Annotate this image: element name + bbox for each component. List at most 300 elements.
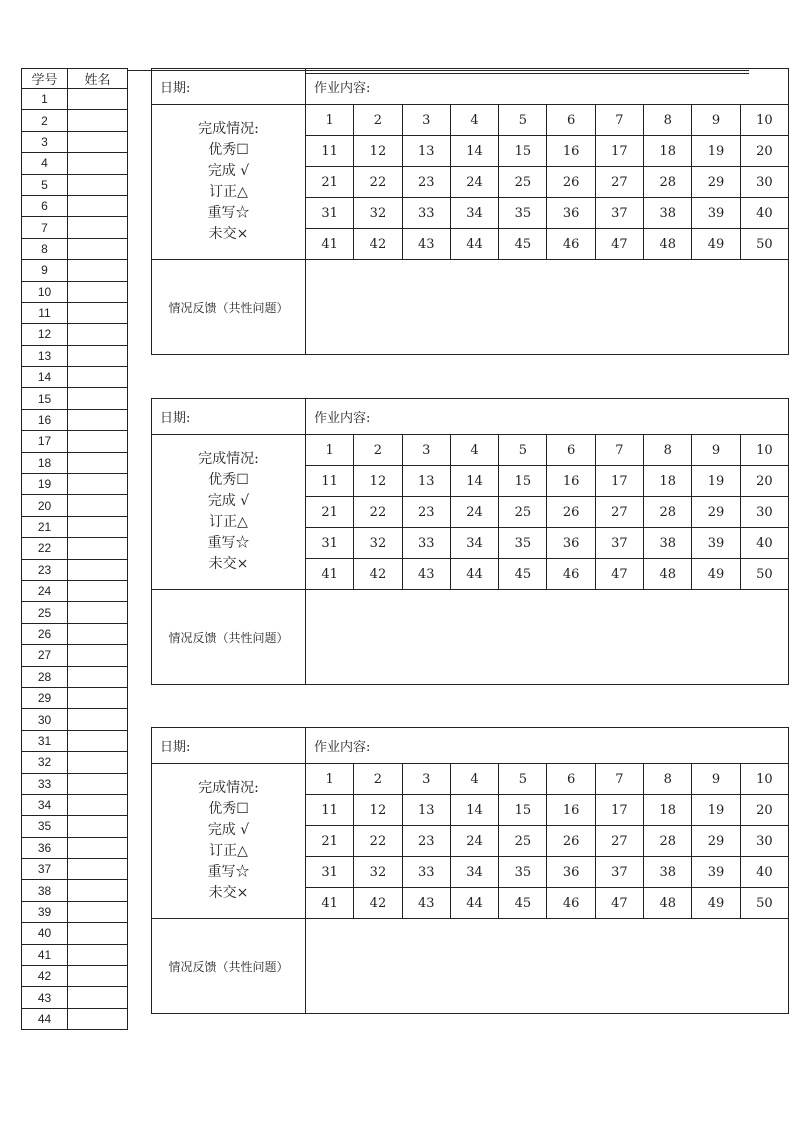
roster-row (22, 474, 128, 495)
student-number-cell[interactable]: 35 (499, 857, 547, 888)
completion-status-legend (152, 764, 306, 919)
student-id-cell: 43 (22, 987, 68, 1008)
student-number-cell[interactable]: 14 (450, 795, 498, 826)
status-legend-item: 重写☆ (207, 205, 250, 221)
student-id-cell: 6 (22, 195, 68, 216)
roster-row (22, 816, 128, 837)
student-number-cell[interactable]: 40 (740, 528, 788, 559)
student-number-cell[interactable]: 24 (450, 167, 498, 198)
student-number-cell[interactable]: 49 (692, 559, 740, 590)
student-number-cell[interactable]: 3 (402, 105, 450, 136)
student-number-cell[interactable]: 4 (450, 764, 498, 795)
student-name-cell[interactable] (68, 388, 128, 409)
student-id-cell: 44 (22, 1008, 68, 1029)
student-number-cell[interactable]: 41 (306, 229, 354, 260)
student-number-cell[interactable]: 48 (644, 888, 692, 919)
student-id-cell: 22 (22, 538, 68, 559)
roster-row (22, 110, 128, 131)
student-id-cell: 13 (22, 345, 68, 366)
status-legend-item: 完成 √ (207, 163, 250, 179)
roster-row (22, 281, 128, 302)
roster-row (22, 987, 128, 1008)
student-name-cell[interactable] (68, 174, 128, 195)
student-number-cell[interactable]: 8 (644, 764, 692, 795)
student-number-cell[interactable]: 16 (547, 136, 595, 167)
student-id-cell: 30 (22, 709, 68, 730)
student-number-cell[interactable]: 22 (354, 826, 402, 857)
student-number-cell[interactable]: 26 (547, 497, 595, 528)
feedback-row (152, 260, 789, 355)
student-name-cell[interactable] (68, 474, 128, 495)
student-number-cell[interactable]: 25 (499, 497, 547, 528)
student-number-cell[interactable]: 38 (644, 198, 692, 229)
student-number-cell[interactable]: 39 (692, 857, 740, 888)
student-number-cell[interactable]: 19 (692, 795, 740, 826)
student-id-cell: 1 (22, 89, 68, 110)
student-number-cell[interactable]: 40 (740, 198, 788, 229)
student-number-cell[interactable]: 43 (402, 888, 450, 919)
student-name-cell[interactable] (68, 153, 128, 174)
status-legend-item: 优秀☐ (208, 801, 249, 817)
student-number-cell[interactable]: 37 (595, 528, 643, 559)
student-number-cell[interactable]: 26 (547, 826, 595, 857)
student-number-cell[interactable]: 23 (402, 497, 450, 528)
student-number-cell[interactable]: 22 (354, 167, 402, 198)
student-name-cell[interactable] (68, 880, 128, 901)
student-number-cell[interactable]: 39 (692, 528, 740, 559)
student-id-cell: 34 (22, 794, 68, 815)
student-number-cell[interactable]: 32 (354, 857, 402, 888)
student-name-cell[interactable] (68, 794, 128, 815)
student-number-cell[interactable]: 42 (354, 888, 402, 919)
student-number-cell[interactable]: 37 (595, 198, 643, 229)
student-name-cell[interactable] (68, 516, 128, 537)
student-number-cell[interactable]: 46 (547, 229, 595, 260)
roster-row (22, 687, 128, 708)
student-number-cell[interactable]: 23 (402, 167, 450, 198)
student-number-cell[interactable]: 31 (306, 528, 354, 559)
student-number-cell[interactable]: 35 (499, 528, 547, 559)
student-number-cell[interactable]: 28 (644, 497, 692, 528)
student-number-cell[interactable]: 15 (499, 136, 547, 167)
student-number-cell[interactable]: 3 (402, 764, 450, 795)
student-name-cell[interactable] (68, 409, 128, 430)
student-number-cell[interactable]: 10 (740, 764, 788, 795)
roster-row (22, 217, 128, 238)
student-name-cell[interactable] (68, 623, 128, 644)
student-name-cell[interactable] (68, 559, 128, 580)
student-number-cell[interactable]: 30 (740, 497, 788, 528)
student-number-cell[interactable]: 21 (306, 826, 354, 857)
student-number-cell[interactable]: 17 (595, 466, 643, 497)
student-number-cell[interactable]: 35 (499, 198, 547, 229)
student-number-cell[interactable]: 9 (692, 105, 740, 136)
student-number-cell[interactable]: 47 (595, 229, 643, 260)
student-number-cell[interactable]: 5 (499, 435, 547, 466)
student-name-cell[interactable] (68, 238, 128, 259)
student-name-cell[interactable] (68, 1008, 128, 1029)
student-name-cell[interactable] (68, 580, 128, 601)
student-id-cell: 9 (22, 260, 68, 281)
student-id-cell: 27 (22, 645, 68, 666)
roster-row (22, 580, 128, 601)
student-number-cell[interactable]: 47 (595, 888, 643, 919)
student-number-cell[interactable]: 32 (354, 198, 402, 229)
student-number-cell[interactable]: 1 (306, 435, 354, 466)
student-number-cell[interactable]: 44 (450, 559, 498, 590)
student-id-cell: 12 (22, 324, 68, 345)
student-number-cell[interactable]: 2 (354, 764, 402, 795)
student-number-cell[interactable]: 6 (547, 764, 595, 795)
student-number-cell[interactable]: 18 (644, 466, 692, 497)
student-roster-table (21, 68, 128, 1030)
student-number-cell[interactable]: 28 (644, 826, 692, 857)
student-number-cell[interactable]: 46 (547, 888, 595, 919)
student-number-cell[interactable]: 5 (499, 764, 547, 795)
student-number-cell[interactable]: 10 (740, 105, 788, 136)
student-number-cell[interactable]: 24 (450, 826, 498, 857)
status-legend-item: 订正△ (209, 184, 248, 200)
student-number-cell[interactable]: 21 (306, 167, 354, 198)
student-name-cell[interactable] (68, 495, 128, 516)
student-number-cell[interactable]: 22 (354, 497, 402, 528)
student-name-cell[interactable] (68, 602, 128, 623)
student-number-cell[interactable]: 36 (547, 198, 595, 229)
student-number-cell[interactable]: 9 (692, 764, 740, 795)
block-header-row (152, 728, 789, 764)
student-id-cell: 38 (22, 880, 68, 901)
student-id-cell: 16 (22, 409, 68, 430)
student-number-cell[interactable]: 27 (595, 497, 643, 528)
student-number-cell[interactable]: 39 (692, 198, 740, 229)
roster-row (22, 516, 128, 537)
student-name-cell[interactable] (68, 195, 128, 216)
student-number-cell[interactable]: 16 (547, 795, 595, 826)
status-legend-item: 订正△ (209, 843, 248, 859)
student-number-cell[interactable]: 27 (595, 167, 643, 198)
student-number-cell[interactable]: 8 (644, 105, 692, 136)
student-name-cell[interactable] (68, 859, 128, 880)
student-number-cell[interactable]: 30 (740, 167, 788, 198)
student-name-cell[interactable] (68, 645, 128, 666)
roster-row (22, 260, 128, 281)
status-legend-item: 优秀☐ (208, 142, 249, 158)
student-name-cell[interactable] (68, 752, 128, 773)
student-name-cell[interactable] (68, 324, 128, 345)
student-id-cell: 7 (22, 217, 68, 238)
roster-row (22, 238, 128, 259)
student-id-cell: 24 (22, 580, 68, 601)
student-number-cell[interactable]: 34 (450, 528, 498, 559)
student-id-cell: 26 (22, 623, 68, 644)
roster-row (22, 431, 128, 452)
student-name-cell[interactable] (68, 367, 128, 388)
student-number-cell[interactable]: 8 (644, 435, 692, 466)
student-number-cell[interactable]: 46 (547, 559, 595, 590)
roster-row (22, 324, 128, 345)
student-number-cell[interactable]: 12 (354, 795, 402, 826)
student-number-cell[interactable]: 49 (692, 888, 740, 919)
roster-row (22, 452, 128, 473)
student-number-cell[interactable]: 34 (450, 198, 498, 229)
student-number-cell[interactable]: 26 (547, 167, 595, 198)
student-name-cell[interactable] (68, 730, 128, 751)
student-number-cell[interactable]: 11 (306, 136, 354, 167)
student-number-cell[interactable]: 29 (692, 167, 740, 198)
roster-row (22, 666, 128, 687)
student-id-cell: 2 (22, 110, 68, 131)
homework-block-2 (151, 398, 789, 685)
student-name-cell[interactable] (68, 687, 128, 708)
student-number-cell[interactable]: 28 (644, 167, 692, 198)
student-name-cell[interactable] (68, 89, 128, 110)
date-label[interactable]: 日期: (152, 728, 306, 764)
student-number-cell[interactable]: 2 (354, 105, 402, 136)
student-number-cell[interactable]: 4 (450, 105, 498, 136)
student-number-cell[interactable]: 10 (740, 435, 788, 466)
number-grid-row (152, 764, 789, 795)
student-name-cell[interactable] (68, 345, 128, 366)
student-number-cell[interactable]: 42 (354, 559, 402, 590)
status-legend-item: 未交× (208, 226, 249, 242)
student-number-cell[interactable]: 33 (402, 198, 450, 229)
student-id-cell: 31 (22, 730, 68, 751)
roster-row (22, 409, 128, 430)
roster-row (22, 345, 128, 366)
student-name-cell[interactable] (68, 837, 128, 858)
student-number-cell[interactable]: 16 (547, 466, 595, 497)
student-number-cell[interactable]: 2 (354, 435, 402, 466)
student-number-cell[interactable]: 17 (595, 795, 643, 826)
student-id-cell: 40 (22, 923, 68, 944)
status-legend-item: 完成 √ (207, 822, 250, 838)
student-number-cell[interactable]: 27 (595, 826, 643, 857)
student-number-cell[interactable]: 24 (450, 497, 498, 528)
student-number-cell[interactable]: 13 (402, 466, 450, 497)
student-name-cell[interactable] (68, 281, 128, 302)
student-number-cell[interactable]: 38 (644, 528, 692, 559)
student-id-cell: 28 (22, 666, 68, 687)
student-name-cell[interactable] (68, 431, 128, 452)
student-id-cell: 42 (22, 966, 68, 987)
student-id-cell: 32 (22, 752, 68, 773)
homework-content-label[interactable]: 作业内容: (306, 69, 789, 105)
number-grid-row (152, 105, 789, 136)
student-id-cell: 15 (22, 388, 68, 409)
roster-row (22, 538, 128, 559)
student-number-cell[interactable]: 38 (644, 857, 692, 888)
student-name-cell[interactable] (68, 816, 128, 837)
student-number-cell[interactable]: 25 (499, 167, 547, 198)
student-number-cell[interactable]: 45 (499, 888, 547, 919)
student-id-cell: 35 (22, 816, 68, 837)
student-number-cell[interactable]: 30 (740, 826, 788, 857)
student-number-cell[interactable]: 20 (740, 466, 788, 497)
student-number-cell[interactable]: 1 (306, 105, 354, 136)
student-number-cell[interactable]: 11 (306, 466, 354, 497)
student-number-cell[interactable]: 36 (547, 857, 595, 888)
student-id-cell: 23 (22, 559, 68, 580)
student-name-cell[interactable] (68, 987, 128, 1008)
student-number-cell[interactable]: 41 (306, 888, 354, 919)
student-number-cell[interactable]: 40 (740, 857, 788, 888)
student-number-cell[interactable]: 42 (354, 229, 402, 260)
student-id-cell: 37 (22, 859, 68, 880)
student-number-cell[interactable]: 1 (306, 764, 354, 795)
student-name-cell[interactable] (68, 944, 128, 965)
homework-content-label[interactable]: 作业内容: (306, 399, 789, 435)
student-number-cell[interactable]: 37 (595, 857, 643, 888)
student-number-cell[interactable]: 20 (740, 136, 788, 167)
roster-row (22, 923, 128, 944)
student-number-cell[interactable]: 11 (306, 795, 354, 826)
date-label[interactable]: 日期: (152, 399, 306, 435)
student-number-cell[interactable]: 12 (354, 466, 402, 497)
student-id-cell: 21 (22, 516, 68, 537)
student-number-cell[interactable]: 5 (499, 105, 547, 136)
student-number-cell[interactable]: 41 (306, 559, 354, 590)
roster-row (22, 1008, 128, 1029)
student-number-cell[interactable]: 48 (644, 229, 692, 260)
student-number-cell[interactable]: 47 (595, 559, 643, 590)
feedback-area[interactable] (306, 919, 789, 1014)
student-id-cell: 41 (22, 944, 68, 965)
roster-row (22, 837, 128, 858)
student-number-cell[interactable]: 32 (354, 528, 402, 559)
feedback-row (152, 590, 789, 685)
student-id-cell: 18 (22, 452, 68, 473)
student-name-cell[interactable] (68, 110, 128, 131)
student-number-cell[interactable]: 12 (354, 136, 402, 167)
student-number-cell[interactable]: 13 (402, 136, 450, 167)
student-name-cell[interactable] (68, 773, 128, 794)
student-number-cell[interactable]: 50 (740, 559, 788, 590)
student-name-cell[interactable] (68, 260, 128, 281)
roster-row (22, 709, 128, 730)
student-number-cell[interactable]: 15 (499, 466, 547, 497)
student-number-cell[interactable]: 17 (595, 136, 643, 167)
roster-row (22, 602, 128, 623)
roster-row (22, 794, 128, 815)
student-number-cell[interactable]: 6 (547, 105, 595, 136)
roster-row (22, 195, 128, 216)
student-number-cell[interactable]: 6 (547, 435, 595, 466)
student-number-cell[interactable]: 20 (740, 795, 788, 826)
student-id-header: 学号 (22, 69, 68, 89)
student-number-cell[interactable]: 21 (306, 497, 354, 528)
student-number-cell[interactable]: 13 (402, 795, 450, 826)
feedback-area[interactable] (306, 590, 789, 685)
student-number-cell[interactable]: 7 (595, 435, 643, 466)
student-id-cell: 17 (22, 431, 68, 452)
student-number-cell[interactable]: 7 (595, 105, 643, 136)
homework-content-label[interactable]: 作业内容: (306, 728, 789, 764)
student-name-cell[interactable] (68, 923, 128, 944)
student-name-cell[interactable] (68, 131, 128, 152)
student-number-cell[interactable]: 50 (740, 888, 788, 919)
student-number-cell[interactable]: 14 (450, 136, 498, 167)
student-number-cell[interactable]: 23 (402, 826, 450, 857)
student-id-cell: 33 (22, 773, 68, 794)
student-name-cell[interactable] (68, 966, 128, 987)
student-number-cell[interactable]: 36 (547, 528, 595, 559)
roster-row (22, 944, 128, 965)
student-number-cell[interactable]: 9 (692, 435, 740, 466)
student-number-cell[interactable]: 18 (644, 795, 692, 826)
roster-row (22, 495, 128, 516)
student-number-cell[interactable]: 15 (499, 795, 547, 826)
roster-row (22, 367, 128, 388)
roster-row (22, 89, 128, 110)
student-number-cell[interactable]: 33 (402, 528, 450, 559)
student-number-cell[interactable]: 18 (644, 136, 692, 167)
student-number-cell[interactable]: 31 (306, 857, 354, 888)
student-name-cell[interactable] (68, 452, 128, 473)
roster-row (22, 131, 128, 152)
student-number-cell[interactable]: 25 (499, 826, 547, 857)
feedback-area[interactable] (306, 260, 789, 355)
block-header-row (152, 399, 789, 435)
roster-row (22, 559, 128, 580)
student-number-cell[interactable]: 7 (595, 764, 643, 795)
student-number-cell[interactable]: 33 (402, 857, 450, 888)
student-number-cell[interactable]: 44 (450, 888, 498, 919)
status-legend-item: 未交× (208, 556, 249, 572)
student-number-cell[interactable]: 43 (402, 229, 450, 260)
student-number-cell[interactable]: 49 (692, 229, 740, 260)
student-name-header: 姓名 (68, 69, 128, 89)
student-id-cell: 10 (22, 281, 68, 302)
student-number-cell[interactable]: 45 (499, 229, 547, 260)
student-name-cell[interactable] (68, 217, 128, 238)
student-number-cell[interactable]: 43 (402, 559, 450, 590)
roster-row (22, 859, 128, 880)
student-number-cell[interactable]: 44 (450, 229, 498, 260)
student-number-cell[interactable]: 29 (692, 497, 740, 528)
student-name-cell[interactable] (68, 538, 128, 559)
student-number-cell[interactable]: 48 (644, 559, 692, 590)
roster-row (22, 752, 128, 773)
student-name-cell[interactable] (68, 901, 128, 922)
feedback-row (152, 919, 789, 1014)
student-number-cell[interactable]: 3 (402, 435, 450, 466)
completion-status-legend (152, 435, 306, 590)
roster-row (22, 880, 128, 901)
student-number-cell[interactable]: 50 (740, 229, 788, 260)
student-name-cell[interactable] (68, 302, 128, 323)
student-id-cell: 5 (22, 174, 68, 195)
student-name-cell[interactable] (68, 666, 128, 687)
student-number-cell[interactable]: 45 (499, 559, 547, 590)
date-label[interactable]: 日期: (152, 69, 306, 105)
student-number-cell[interactable]: 14 (450, 466, 498, 497)
student-name-cell[interactable] (68, 709, 128, 730)
student-number-cell[interactable]: 19 (692, 466, 740, 497)
block-header-row (152, 69, 789, 105)
feedback-label: 情况反馈（共性问题） (152, 919, 306, 1014)
student-id-cell: 8 (22, 238, 68, 259)
number-grid-row (152, 435, 789, 466)
status-legend-item: 完成 √ (207, 493, 250, 509)
student-number-cell[interactable]: 19 (692, 136, 740, 167)
student-number-cell[interactable]: 31 (306, 198, 354, 229)
student-number-cell[interactable]: 29 (692, 826, 740, 857)
roster-header-row (22, 69, 128, 89)
roster-row (22, 388, 128, 409)
status-title: 完成情况: (198, 780, 259, 796)
student-number-cell[interactable]: 34 (450, 857, 498, 888)
student-number-cell[interactable]: 4 (450, 435, 498, 466)
